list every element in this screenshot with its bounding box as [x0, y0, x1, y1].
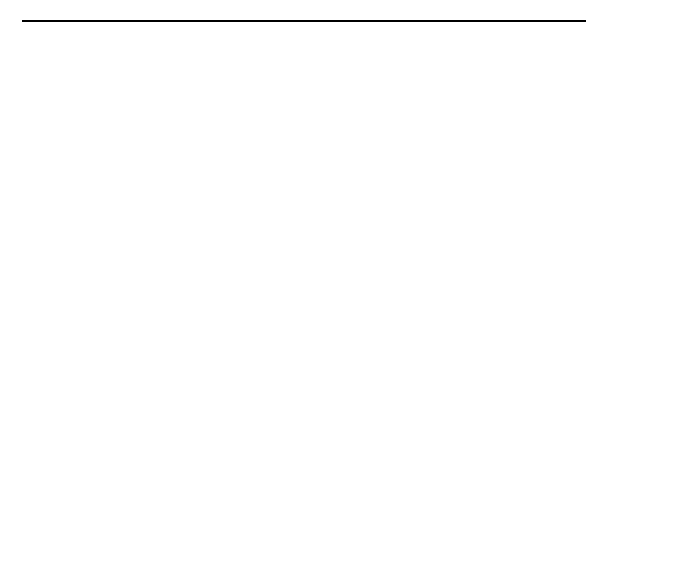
spec-table [22, 20, 586, 22]
table-header-row [23, 21, 586, 22]
header-item [23, 21, 261, 22]
header-results [442, 21, 586, 22]
header-standard [261, 21, 442, 22]
